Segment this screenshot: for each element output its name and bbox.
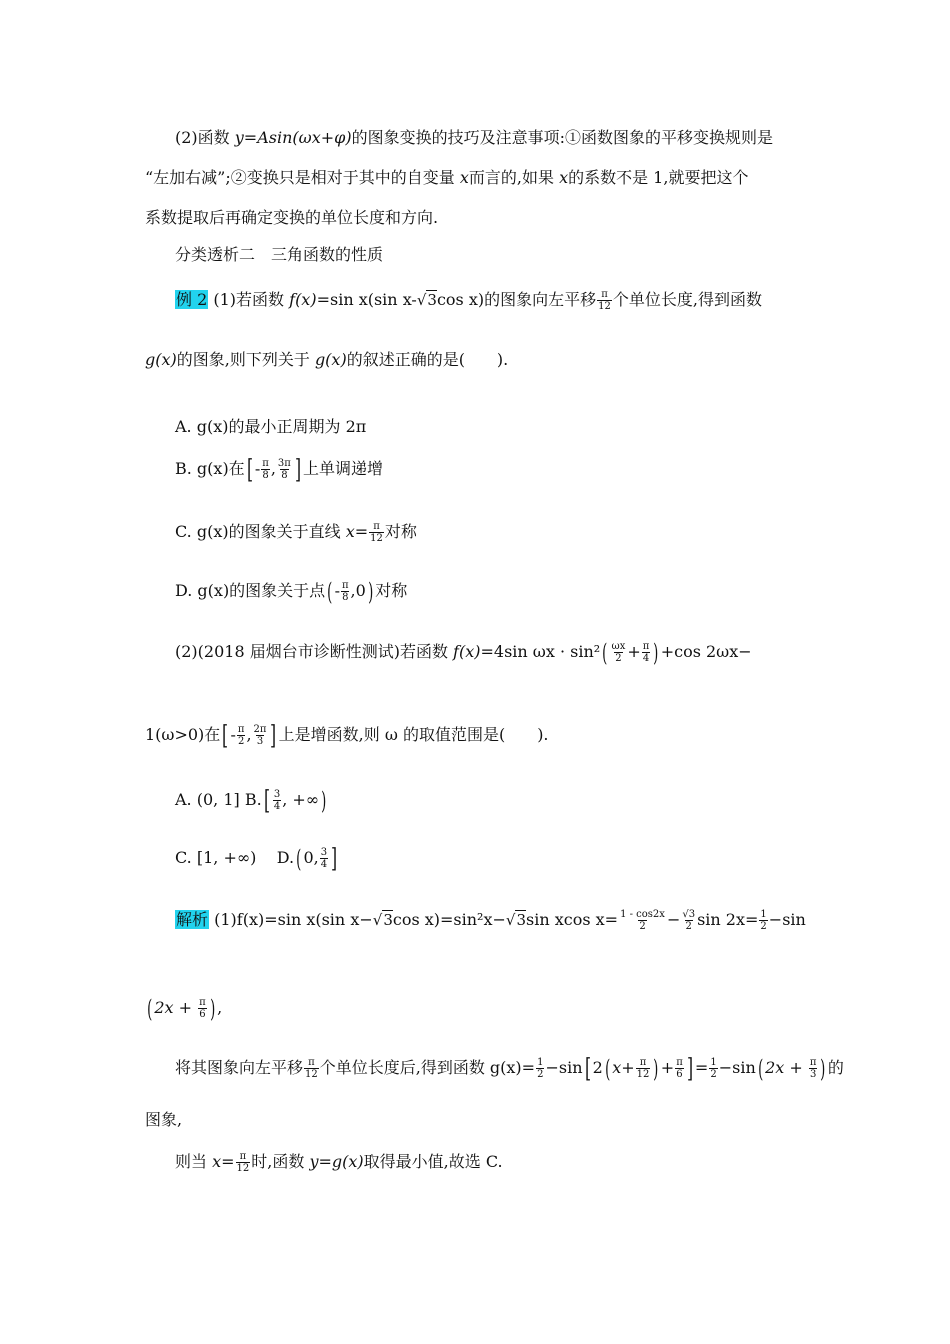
- denominator: 4: [642, 653, 650, 664]
- numerator: π: [237, 724, 245, 735]
- example-q1-line-2: [145, 350, 508, 370]
- text: ,0: [350, 581, 366, 600]
- fraction: [536, 1057, 544, 1080]
- fraction: [237, 724, 246, 747]
- solution-line-5: [175, 1145, 503, 1179]
- numerator: 2π: [253, 724, 267, 735]
- bracket-right-icon: ]: [270, 720, 277, 751]
- text: cos x)=sin²x−: [392, 910, 506, 929]
- numerator: π: [676, 1057, 683, 1068]
- numerator: π: [239, 1151, 247, 1162]
- numerator: π: [373, 521, 380, 532]
- example-tag: 例 2: [176, 290, 208, 309]
- denominator: 12: [636, 1069, 650, 1080]
- intro-line-1: [175, 128, 773, 148]
- denominator: 6: [199, 1009, 206, 1020]
- numerator: 1: [710, 1057, 717, 1068]
- paren-right-icon: ): [321, 786, 327, 815]
- text: 上单调递增: [303, 459, 384, 478]
- text: 上是增函数,则 ω 的取值范围是( ).: [278, 725, 549, 744]
- text: ,: [217, 998, 223, 1017]
- fraction: [642, 641, 651, 664]
- fraction: [611, 641, 627, 664]
- numerator: 1: [760, 909, 767, 920]
- option-c: C. [1, +∞): [175, 848, 257, 867]
- fraction: [709, 1057, 717, 1080]
- denominator: 2: [537, 1069, 544, 1080]
- numerator: π: [341, 580, 349, 591]
- intro-line-3: 系数提取后再确定变换的单位长度和方向.: [145, 208, 439, 227]
- paren-left-icon: (: [602, 638, 608, 667]
- fraction: [261, 458, 270, 481]
- text: 2x +: [765, 1058, 808, 1077]
- operator: −: [666, 910, 681, 929]
- text: B. g(x)在: [175, 459, 245, 478]
- numerator: 3π: [277, 458, 291, 469]
- text: x+: [612, 1058, 635, 1077]
- denominator: 12: [236, 1163, 250, 1174]
- paren-right-icon: ): [653, 1054, 659, 1083]
- paren-right-icon: ): [209, 994, 215, 1023]
- text: 的: [827, 1058, 844, 1077]
- text: D. g(x)的图象关于点: [175, 581, 326, 600]
- text: 对称: [384, 522, 417, 541]
- numerator: π: [601, 289, 608, 300]
- denominator: 4: [320, 859, 328, 870]
- text: 的图象变换的技巧及注意事项:①函数图象的平移变换规则是: [351, 128, 773, 147]
- text: cos x)的图象向左平移: [436, 290, 597, 309]
- numerator: π: [199, 997, 206, 1008]
- variable: x: [559, 168, 569, 187]
- fraction: [304, 1057, 319, 1080]
- fraction: [341, 580, 350, 603]
- text: 2x +: [154, 998, 198, 1017]
- radicand: 3: [427, 291, 437, 309]
- fraction: [597, 289, 612, 312]
- denominator: 2: [710, 1069, 717, 1080]
- text: −sin: [718, 1058, 756, 1077]
- formula: y=Asin(ωx+φ): [234, 128, 352, 147]
- q2-options-cd: [175, 843, 339, 873]
- text: (2)函数: [175, 128, 235, 147]
- text: −sin: [768, 910, 806, 929]
- fraction: [277, 458, 292, 481]
- option-d: D. g(x)的图象关于点( - $\frac{\pi}{8}$ ,0) 对称: [175, 577, 408, 606]
- denominator: 2: [615, 653, 622, 664]
- denominator: 12: [305, 1069, 318, 1080]
- text: 1(ω>0)在: [145, 725, 221, 744]
- fraction: [273, 789, 281, 812]
- radicand: 3: [516, 911, 527, 929]
- text: 对称: [375, 581, 408, 600]
- numerator: 3: [273, 789, 281, 800]
- numerator: 1: [537, 1057, 544, 1068]
- bracket-left-icon: [: [222, 720, 229, 751]
- operator: +: [627, 642, 641, 661]
- text: , +∞: [282, 790, 320, 809]
- numerator: √3: [682, 909, 696, 920]
- radicand: 3: [383, 911, 393, 929]
- solution-line-2: [145, 993, 222, 1023]
- text: 时,函数: [251, 1152, 310, 1171]
- function: g(x): [314, 350, 347, 369]
- denominator: 6: [676, 1069, 683, 1080]
- paren-left-icon: (: [147, 994, 153, 1023]
- denominator: 2: [685, 921, 692, 932]
- solution-tag: 解析: [176, 910, 209, 929]
- paren-left-icon: (: [327, 577, 333, 606]
- text: 则当: [175, 1152, 213, 1171]
- fraction: [320, 847, 328, 870]
- function: y=g(x): [309, 1152, 364, 1171]
- text: 个单位长度,得到函数: [612, 290, 762, 309]
- text: 2: [592, 1058, 603, 1077]
- text: D.: [276, 848, 295, 867]
- text: C. g(x)的图象关于直线: [175, 522, 346, 541]
- denominator: 2: [639, 921, 646, 932]
- text: 而言的,如果: [468, 168, 560, 187]
- numerator: 1 - cos2x: [620, 909, 665, 920]
- text: 0,: [303, 848, 319, 867]
- bracket-right-icon: ]: [294, 454, 301, 485]
- function: g(x): [145, 350, 177, 369]
- text: −sin: [545, 1058, 583, 1077]
- denominator: 2: [237, 736, 245, 747]
- numerator: π: [809, 1057, 817, 1068]
- function: f(x): [453, 642, 481, 661]
- text: +cos 2ωx−: [660, 642, 752, 661]
- text: (1)若函数: [213, 290, 290, 309]
- paren-left-icon: (: [757, 1054, 764, 1083]
- bracket-right-icon: ]: [686, 1053, 693, 1084]
- operator: =: [694, 1058, 709, 1077]
- variable: x=: [345, 522, 369, 541]
- option-a: A. g(x)的最小正周期为 2π: [175, 417, 367, 436]
- text: 将其图象向左平移: [175, 1058, 304, 1077]
- numerator: ωx: [611, 641, 626, 652]
- text: sin xcos x=: [526, 910, 619, 929]
- paren-right-icon: ): [653, 638, 659, 667]
- intro-line-2: [145, 168, 748, 188]
- solution-line-4: 图象,: [145, 1110, 183, 1129]
- paren-right-icon: ): [367, 577, 374, 606]
- text: 的图象,则下列关于: [176, 350, 315, 369]
- numerator: π: [639, 1057, 647, 1068]
- numerator: π: [642, 641, 650, 652]
- fraction: [253, 724, 268, 747]
- bracket-left-icon: [: [584, 1053, 591, 1084]
- denominator: 3: [256, 736, 264, 747]
- variable: x=: [212, 1152, 235, 1171]
- operator: +: [660, 1058, 675, 1077]
- fraction: [619, 909, 666, 932]
- q2-options-ab: [175, 785, 329, 815]
- text: =4sin ωx · sin²: [480, 642, 601, 661]
- fraction: [369, 521, 384, 544]
- numerator: π: [308, 1057, 315, 1068]
- fraction: [681, 909, 696, 932]
- text: sin 2x=: [697, 910, 759, 929]
- example-q2-line-2: 1(ω>0)在[ - $\frac{\pi}{2}$ , $\frac{2\pi}{3}$ ] 上是增函数,则 ω 的取值范围是( ).: [145, 720, 549, 751]
- text: “左加右减”;②变换只是相对于其中的自变量: [145, 168, 460, 187]
- text: B.: [244, 790, 262, 809]
- paren-left-icon: (: [604, 1054, 611, 1083]
- text: (1)f(x)=sin x(sin x−: [214, 910, 373, 929]
- denominator: 2: [760, 921, 767, 932]
- example-q2-line-1: [175, 635, 752, 669]
- solution-line-3: [175, 1052, 844, 1084]
- fraction: [675, 1057, 684, 1080]
- fraction: [759, 909, 767, 932]
- numerator: 3: [320, 847, 328, 858]
- sqrt-icon: √3: [372, 911, 393, 929]
- option-a: A. (0, 1]: [175, 790, 240, 809]
- paren-left-icon: (: [296, 844, 302, 873]
- numerator: π: [262, 458, 269, 469]
- denominator: 8: [262, 470, 269, 481]
- bracket-right-icon: ]: [331, 843, 338, 874]
- variable: x: [459, 168, 469, 187]
- option-b: B. g(x)在[ - $\frac{\pi}{8}$ , $\frac{3\pi}{8}$ ] 上单调递增: [175, 454, 384, 485]
- denominator: 4: [273, 801, 281, 812]
- denominator: 8: [281, 470, 288, 481]
- fraction: [236, 1151, 251, 1174]
- text: 的叙述正确的是( ).: [346, 350, 509, 369]
- sqrt-icon: √3: [416, 291, 437, 309]
- denominator: 8: [342, 592, 349, 603]
- denominator: 3: [810, 1069, 817, 1080]
- fraction: [198, 997, 207, 1020]
- bracket-left-icon: [: [246, 454, 253, 485]
- denominator: 12: [598, 301, 611, 312]
- option-c: [175, 515, 417, 549]
- text: 取得最小值,故选 C.: [363, 1152, 503, 1171]
- text: (2)(2018 届烟台市诊断性测试)若函数: [175, 642, 454, 661]
- fraction: [636, 1057, 651, 1080]
- text: =sin x(sin x-: [316, 290, 417, 309]
- denominator: 12: [370, 533, 383, 544]
- fraction: [809, 1057, 818, 1080]
- section-title: 分类透析二 三角函数的性质: [175, 245, 384, 264]
- bracket-left-icon: [: [263, 785, 270, 816]
- function: f(x): [289, 290, 317, 309]
- text: 的系数不是 1,就要把这个: [568, 168, 749, 187]
- example-q1-line-1: [175, 283, 762, 317]
- sqrt-icon: √3: [505, 911, 527, 929]
- solution-line-1: [175, 903, 806, 937]
- text: 个单位长度后,得到函数 g(x)=: [319, 1058, 536, 1077]
- paren-right-icon: ): [820, 1054, 826, 1083]
